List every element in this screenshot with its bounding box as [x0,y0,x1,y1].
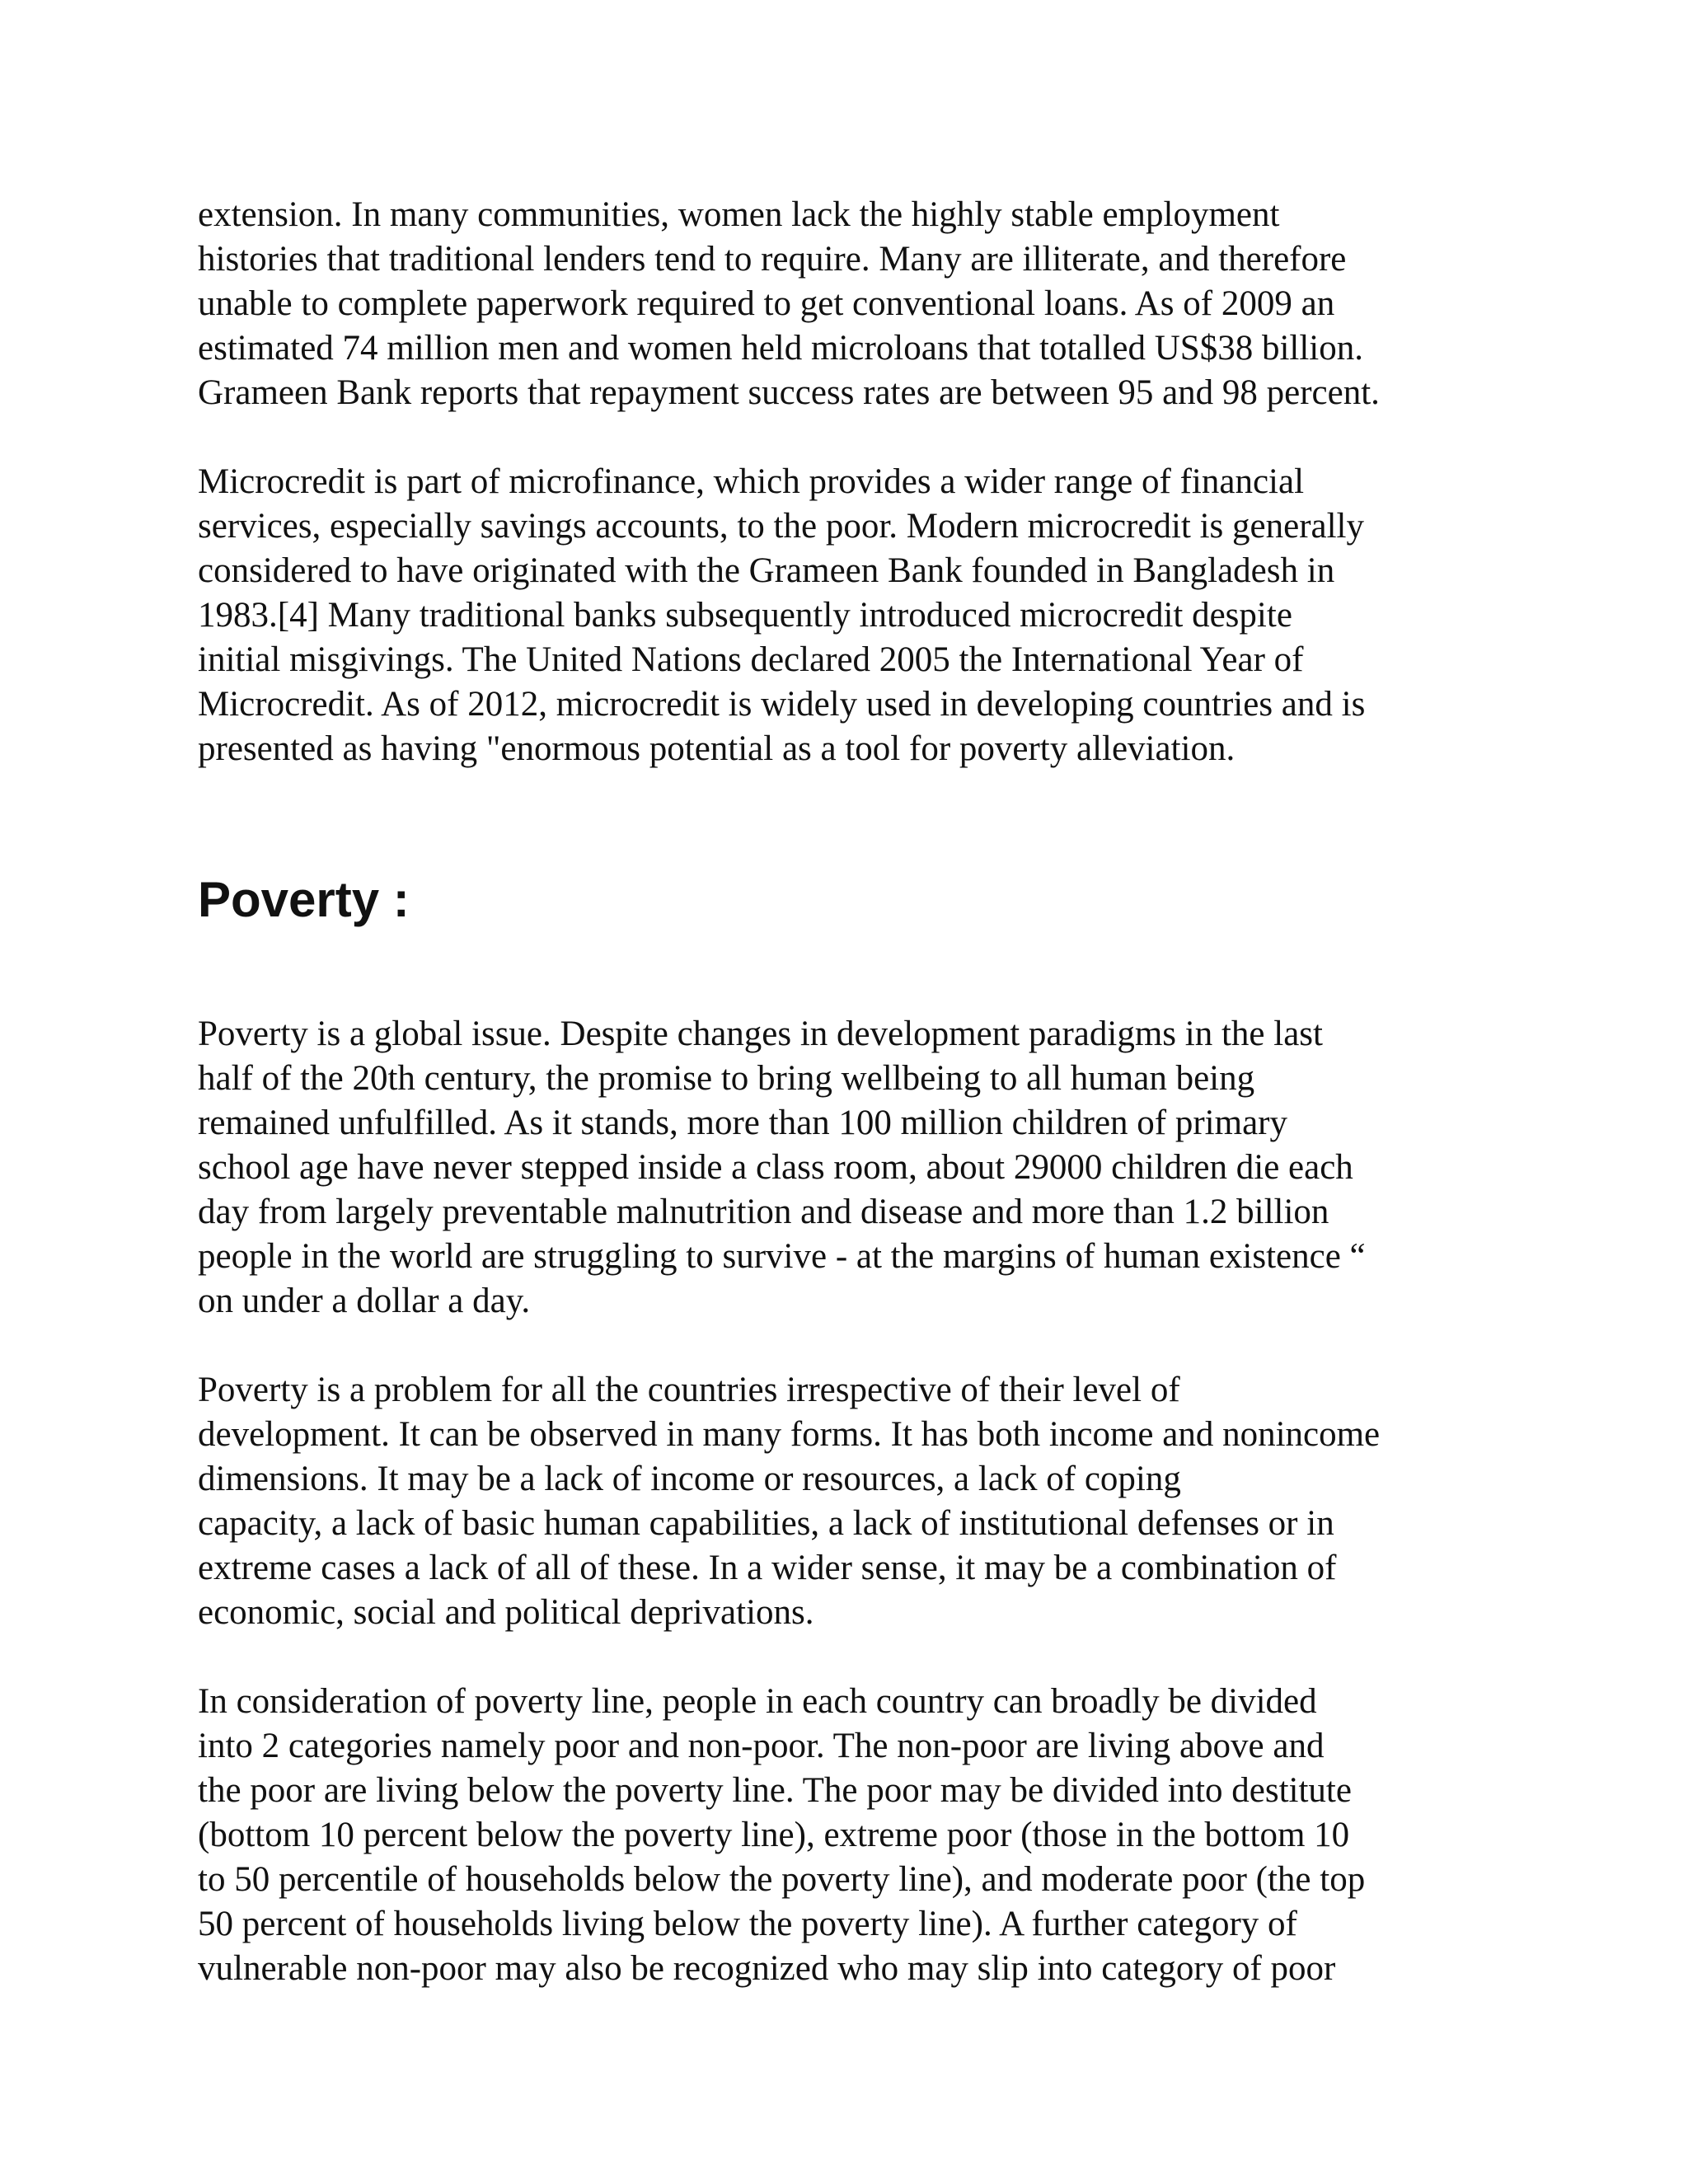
text-line: services, especially savings accounts, to the poor. Modern microcredit is generally [198,507,1364,546]
heading-spacer [198,771,1517,870]
text-line: the poor are living below the poverty line. The poor may be divided into destitute [198,1771,1352,1810]
heading-spacer [198,930,1517,1012]
text-line: development. It can be observed in many forms. It has both income and nonincome [198,1415,1381,1454]
text-line: on under a dollar a day. [198,1282,531,1320]
text-line: day from largely preventable malnutrition and disease and more than 1.2 billion [198,1193,1329,1231]
text-line: vulnerable non-poor may also be recognized who may slip into category of poor [198,1949,1336,1988]
text-line: school age have never stepped inside a class room, about 29000 children die each [198,1148,1353,1187]
document-content [198,193,1517,1991]
text-line: unable to complete paperwork required to get conventional loans. As of 2009 an [198,284,1335,323]
text-line: to 50 percentile of households below the poverty line), and moderate poor (the top [198,1860,1366,1899]
paragraph-poverty-line [198,1680,1517,1991]
text-line: people in the world are struggling to survive - at the margins of human existence “ [198,1237,1366,1276]
text-line: remained unfulfilled. As it stands, more than 100 million children of primary [198,1104,1287,1142]
paragraph-spacer [198,415,1517,460]
section-heading-poverty: Poverty : [198,872,410,927]
text-line: Microcredit is part of microfinance, which provides a wider range of financial [198,462,1305,501]
paragraph-microloans [198,193,1517,415]
text-line: initial misgivings. The United Nations declared 2005 the International Year of [198,640,1304,679]
text-line: 1983.[4] Many traditional banks subsequently introduced microcredit despite [198,596,1292,635]
text-line: presented as having "enormous potential as a tool for poverty alleviation. [198,729,1236,768]
text-line: (bottom 10 percent below the poverty line), extreme poor (those in the bottom 10 [198,1816,1350,1854]
text-line: In consideration of poverty line, people in each country can broadly be divided [198,1682,1317,1721]
paragraph-poverty-dimensions [198,1368,1517,1635]
paragraph-spacer [198,1324,1517,1368]
text-line: extreme cases a lack of all of these. In a wider sense, it may be a combination of [198,1549,1337,1587]
text-line: Poverty is a global issue. Despite changes in development paradigms in the last [198,1015,1323,1053]
text-line: extension. In many communities, women lack the highly stable employment [198,195,1280,234]
paragraph-poverty-global [198,1012,1517,1324]
text-line: half of the 20th century, the promise to bring wellbeing to all human being [198,1059,1255,1098]
text-line: economic, social and political deprivations. [198,1593,814,1632]
text-line: considered to have originated with the Grameen Bank founded in Bangladesh in [198,551,1335,590]
paragraph-microcredit [198,460,1517,771]
text-line: histories that traditional lenders tend to require. Many are illiterate, and therefore [198,240,1347,279]
paragraph-spacer [198,1635,1517,1680]
text-line: Microcredit. As of 2012, microcredit is widely used in developing countries and is [198,685,1366,724]
text-line: Grameen Bank reports that repayment success rates are between 95 and 98 percent. [198,373,1380,412]
text-line: Poverty is a problem for all the countries irrespective of their level of [198,1371,1180,1409]
text-line: dimensions. It may be a lack of income or resources, a lack of coping [198,1460,1181,1498]
text-line: 50 percent of households living below the poverty line). A further category of [198,1905,1297,1943]
text-line: into 2 categories namely poor and non-poor. The non-poor are living above and [198,1727,1325,1765]
text-line: capacity, a lack of basic human capabilities, a lack of institutional defenses or in [198,1504,1334,1543]
text-line: estimated 74 million men and women held microloans that totalled US$38 billion. [198,329,1364,368]
